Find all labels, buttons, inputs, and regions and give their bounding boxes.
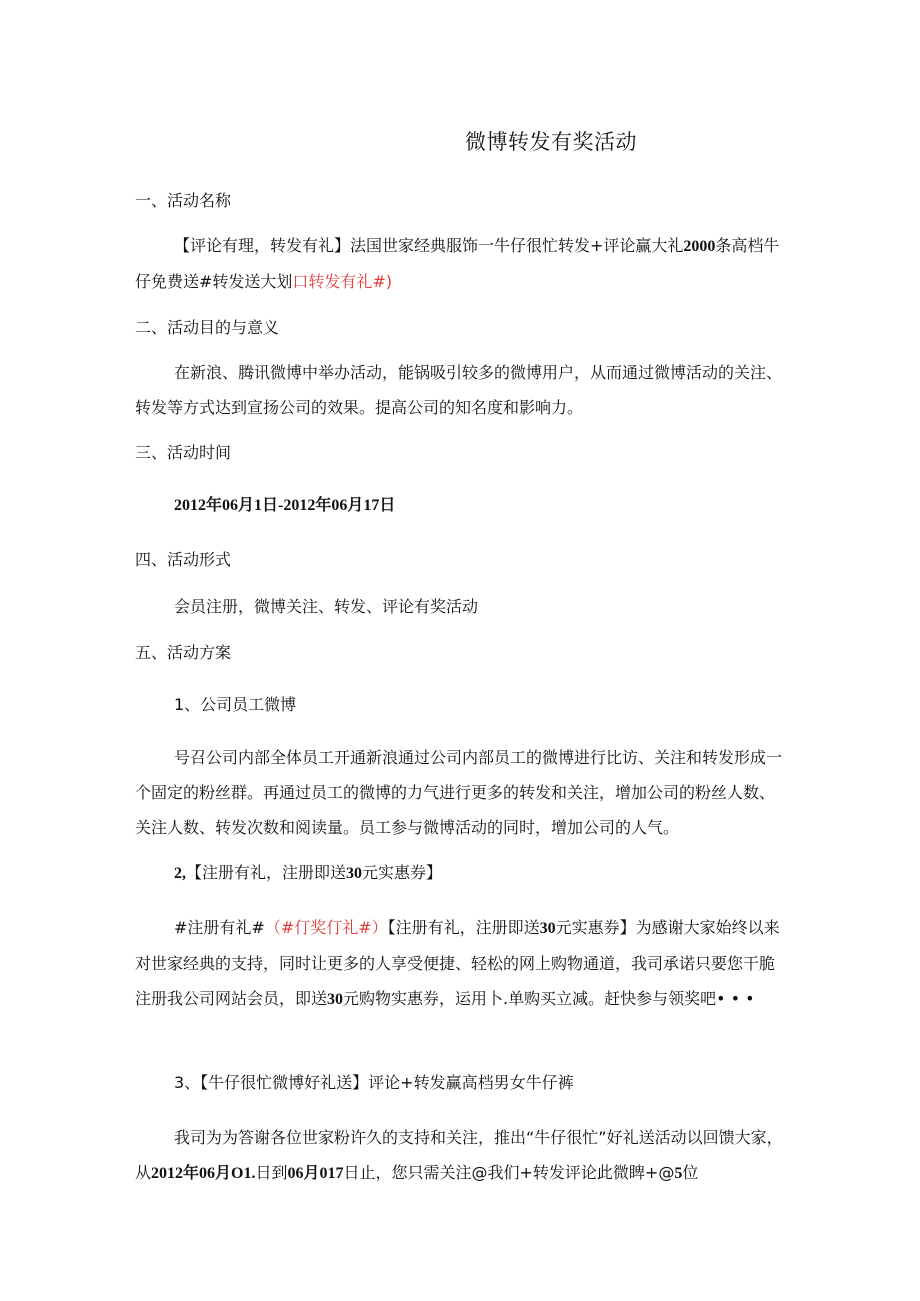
plan-3-text-date-2: 06月017 [287,1165,344,1182]
plan-2-text-part3: 元实惠券】为感谢大家始终以来对世家经典的支持，同时让更多的人享受便捷、轻松的网上购物通道，我司承诺只要您干脆注册我公司网站会员，即送 [135,918,780,1008]
plan-2-text-part4: 元购物实惠券，运用卜.单购买立减。赶快参与领奖吧• • • [343,989,755,1008]
plan-1-text: 号召公司内部全体员工开通新浪通过公司内部员工的微博进行比访、关注和转发形成一个固定的粉丝群。再通过员工的微博的力气进行更多的转发和关注，增加公司的粉丝人数、关注人数、转发次数和阅读量。员工参与微博活动的同时，增加公司的人气。 [135,748,783,837]
section-2-text: 在新浪、腾讯微博中举办活动，能锅吸引较多的微博用户，从而通过微博活动的关注、转发等方式达到宣扬公司的效果。提高公司的知名度和影响力。 [135,363,783,417]
plan-2-text-amount-2: 30 [327,991,344,1008]
plan-3-text-part3: 日止，您只需关注@我们+转发评论此微睥+@ [343,1163,675,1182]
section-1-heading: 一、活动名称 [135,191,232,210]
plan-3-text-date-1: 2012年06月O1. [151,1165,256,1182]
section-4-heading: 四、活动形式 [135,550,232,569]
plan-2-text-part2: 【注册有礼，注册即送 [387,918,540,937]
plan-3-heading: 3、【牛仔很忙微博好礼送】评论+转发赢高档男女牛仔裤 [174,1073,574,1092]
section-1-text [135,228,785,299]
plan-2-text [135,910,785,1017]
plan-1-heading: 1、公司员工微博 [174,695,297,714]
plan-2-heading-amount: 30 [346,865,363,882]
section-2-heading: 二、活动目的与意义 [135,318,280,337]
plan-2-heading-part2: 元实惠券】 [362,863,443,882]
plan-2-text-amount-1: 30 [539,920,556,937]
plan-3-text-part1: 我司为为答谢各位世家粉许久的支持和关注，推出“牛仔很忙”好礼送活动以回馈大家，从 [135,1128,783,1182]
plan-2-text-part1: #注册有礼# [174,918,265,937]
plan-2-heading-part1: 【注册有礼，注册即送 [186,863,347,882]
plan-2-text-red: （#仃奖仃礼#） [264,918,388,937]
section-1-text-part1: 【评论有理，转发有礼】法国世家经典服饰一牛仔很忙转发+评论赢大礼 [174,236,684,255]
plan-3-text-part2: 日到 [255,1163,288,1182]
plan-3-text-number: 5 [674,1165,683,1182]
section-1-text-part2: 条高档牛仔免费送#转发送大划 [135,236,780,291]
section-1-text-number: 2000 [683,238,716,255]
activity-date-range: 2012年06月1日-2012年06月17日 [174,497,396,514]
section-4-text: 会员注册，微博关注、转发、评论有奖活动 [174,597,479,616]
section-3-heading: 三、活动时间 [135,443,232,462]
plan-2-heading-number: 2, [174,865,186,882]
document-title: 微博转发有奖活动 [465,130,637,154]
plan-3-text-part4: 位 [682,1163,699,1182]
plan-3-text [135,1120,785,1191]
section-5-heading: 五、活动方案 [135,643,232,662]
section-1-text-red: 口转发有礼#) [292,272,393,291]
plan-2-heading [174,860,442,883]
